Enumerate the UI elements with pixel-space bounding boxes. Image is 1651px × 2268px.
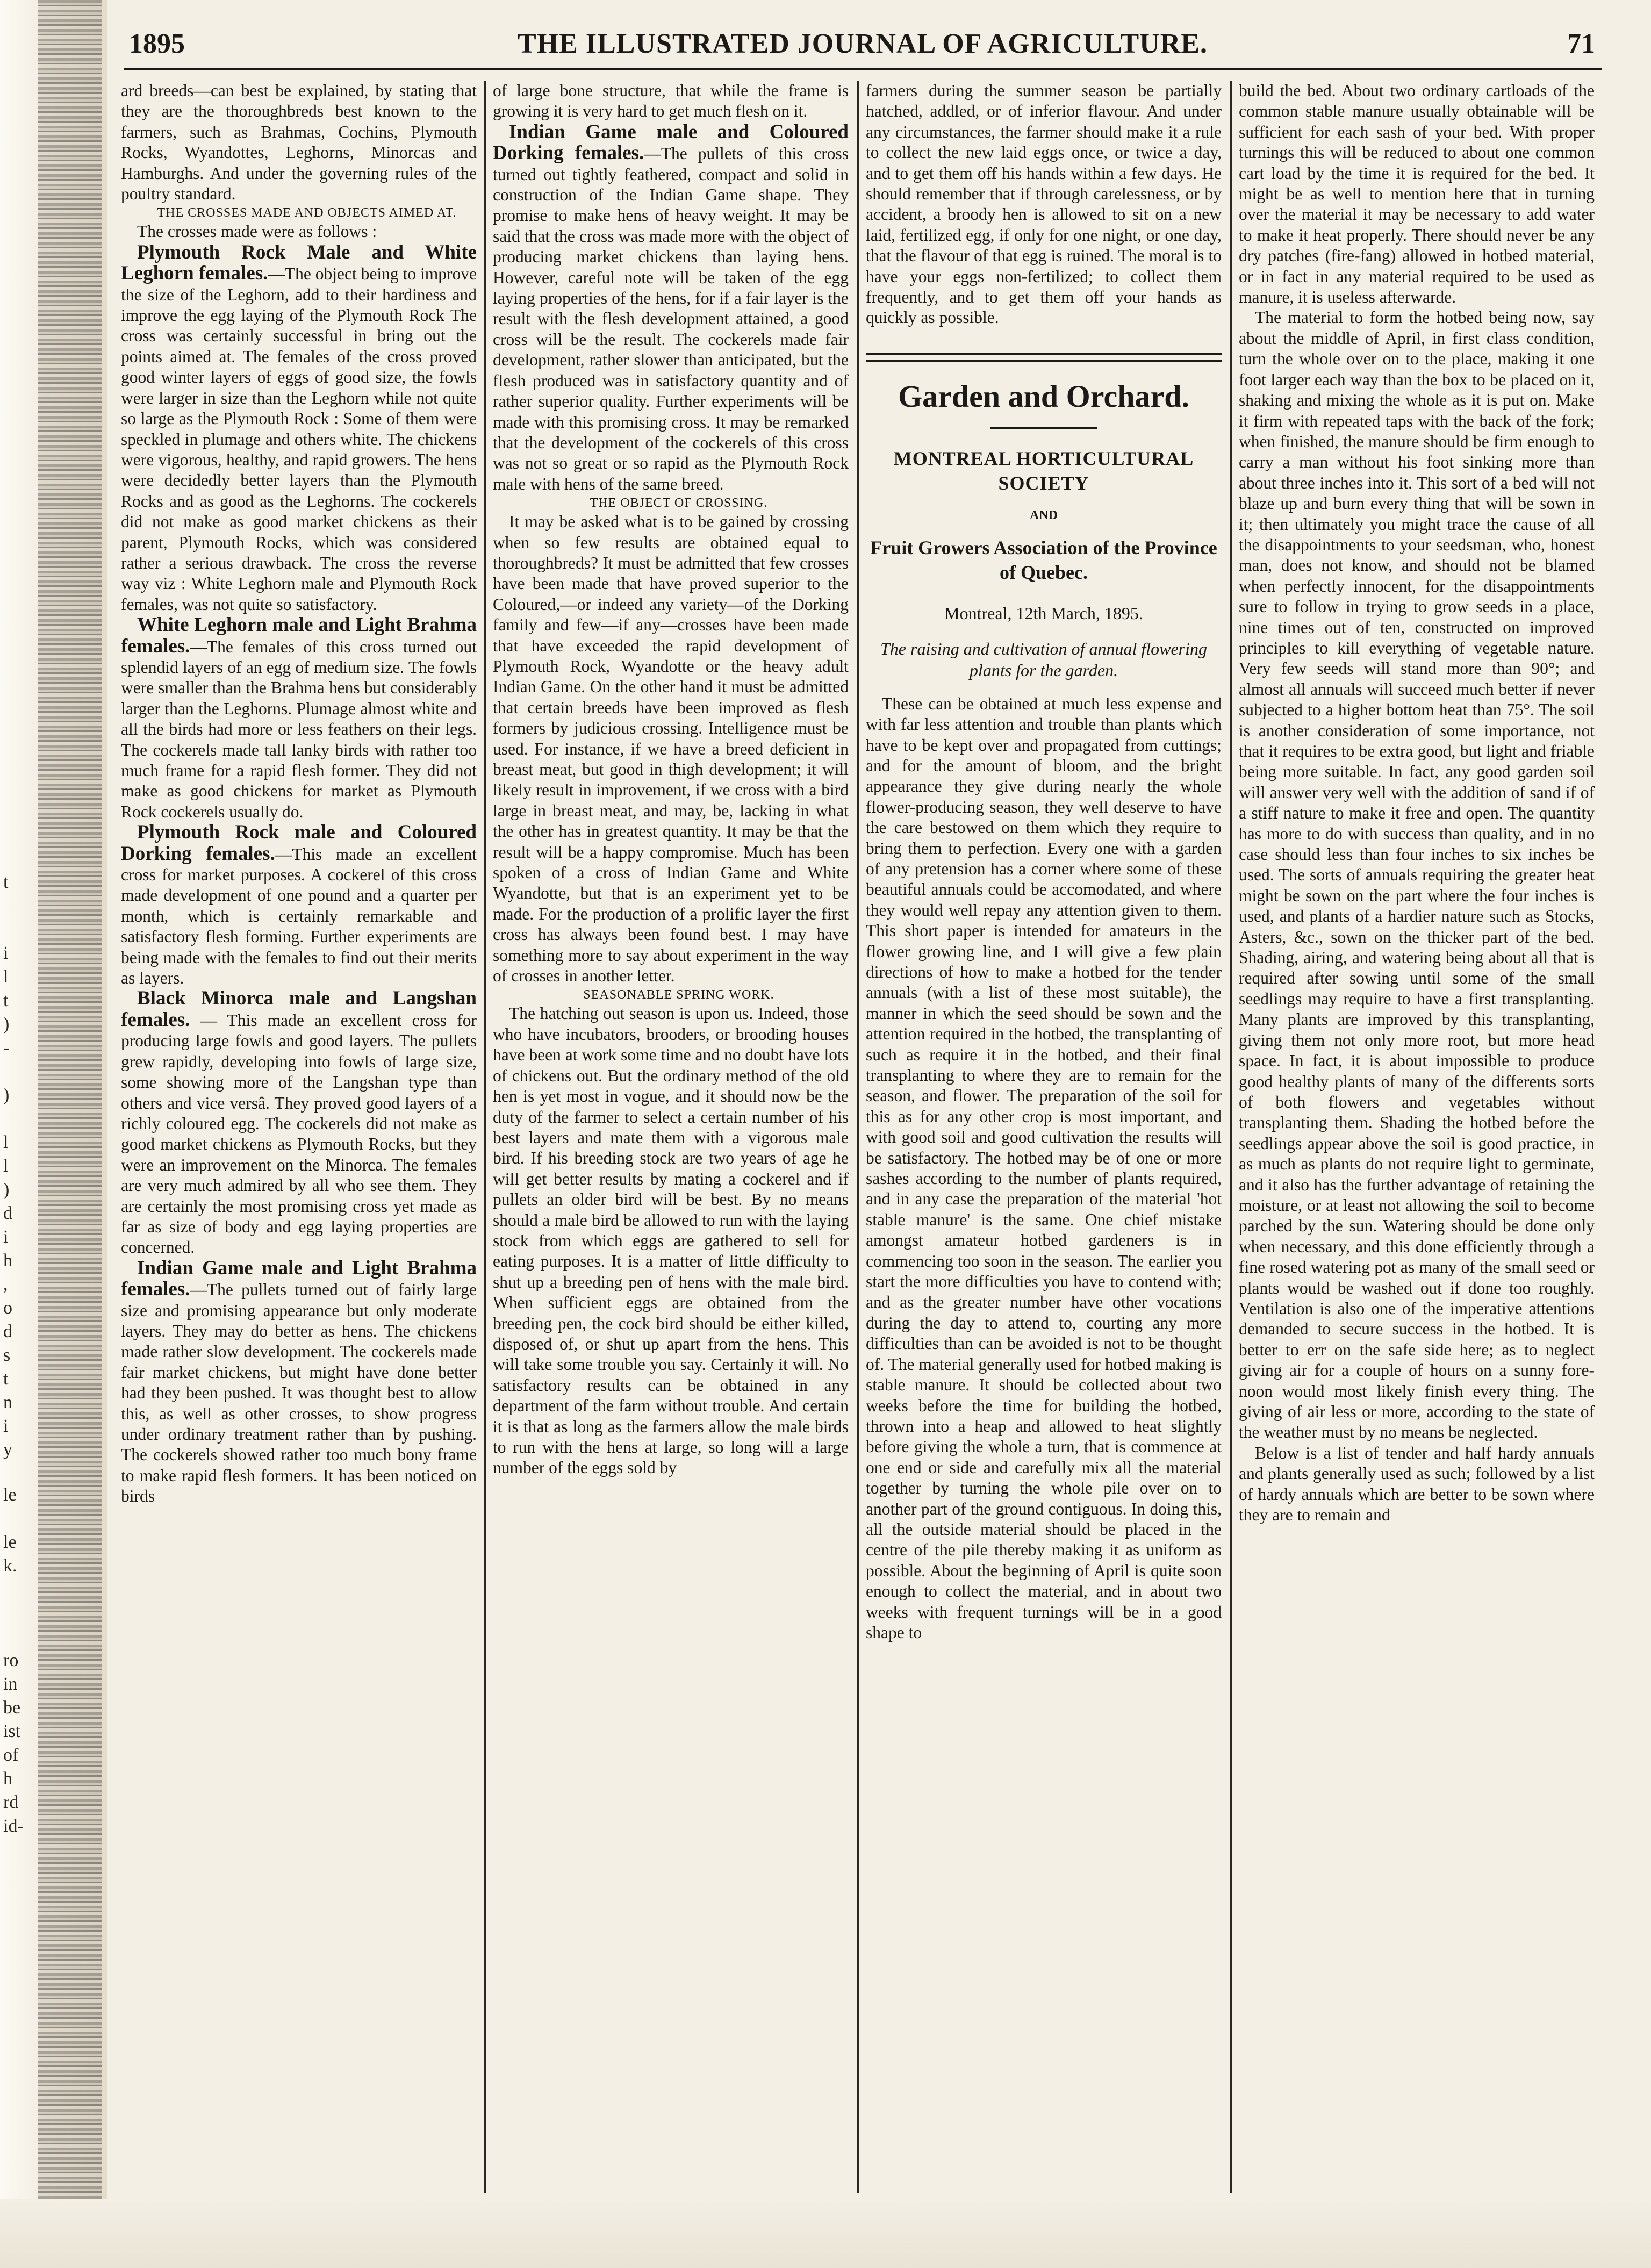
cross-heading: Black Minorca male and Langshan females. xyxy=(121,987,477,1031)
dateline: Montreal, 12th March, 1895. xyxy=(944,604,1143,623)
paragraph: of large bone structure, that while the frame is growing it is very hard to get much flesh on it. xyxy=(493,81,849,121)
paragraph: Below is a list of tender and half hardy annuals and plants generally used as such; followed by a list of hardy annuals which are better to be sown where they are to remain and xyxy=(1239,1443,1595,1525)
page-number: 71 xyxy=(1567,28,1595,59)
paragraph: These can be obtained at much less expense and with far less attention and trouble than plants which have to be kept over and propagated from cuttings; and for the amount of bloom, and the bright appearance they give during nearly the whole flower-producing season, they well deserve to have the care bestowed on them which they require to bring them to perfection. Every one with a garden of any pretension has a corner where some of these beautiful annuals could be accomodated, and where they would well repay any attention given to them. This short paper is intended for amateurs in the flower growing line, and I will give a few plain directions of how to make a hotbed for the tender annuals (with a list of these most suitable), the manner in which the seed should be sown and the attention required in the hotbed, the transplanting of such as require it in the hotbed, and their final transplanting to where they are to remain for the season, and flower. The preparation of the soil for this as for any other crop is most important, and with good soil and good cultivation the results will be satisfactory. The hotbed may be of one or more sashes according to the number of plants required, and in any case the preparation of the material 'hot stable manure' is the same. One chief mistake amongst amateur hotbed gardeners is in commencing too soon in the season. The earlier you start the more difficulties you have to contend with; and as the greater number have other vocations during the day to attend to, courting any more difficulties than can be avoided is not to be thought of. The material generally used for hotbed making is stable manure. It should be collected about two weeks before the time for building the hotbed, thrown into a heap and allowed to heat slightly before giving the whole a turn, that is commence at one end or side and carefully mix all the material together by turning the whole pile over on to another part of the ground contiguous. In doing this, all the outside material should be placed in the centre of the pile thereby making it as uniform as possible. About the beginning of April is quite soon enough to collect the material, and in about two weeks with frequent turnings will be in a good shape to xyxy=(866,694,1222,1642)
paragraph: Indian Game male and Coloured Dorking females.—The pullets of this cross turned out tightly feathered, compact and solid in construction of the Indian Game shape. They promise to make hens of heavy weight. It may be said that the cross was made more with the object of producing market chickens than laying hens. However, careful note will be taken of the egg laying properties of the hens, for if a fair layer is the result with the flesh development attained, a good cross will be the result. The cockerels made fair development, rather slower than anticipated, but the flesh produced was in satisfactory quantity and of rather superior quality. Further experiments will be made with this promising cross. It may be remarked that the development of the cockerels of this cross was not so great or so rapid as the Plymouth Rock male with hens of the same breed. xyxy=(493,120,849,493)
column-4 xyxy=(1239,81,1595,2193)
paper-topic: The raising and cultivation of annual flowering plants for the garden. xyxy=(880,638,1207,680)
column-rule xyxy=(857,81,859,2193)
section-subheading: THE OBJECT OF CROSSING. xyxy=(590,496,768,511)
margin-fragment-lower: le le k. ro in be ist of h rd id- xyxy=(3,1485,24,1836)
column-rule xyxy=(484,81,486,2193)
paragraph: Plymouth Rock Male and White Leghorn females.—The object being to improve the size of the Leghorn, add to their hardiness and improve the egg laying of the Plymouth Rock The cross was certainly successful in bring out the points aimed at. The females of the cross proved good winter layers of eggs of good size, the fowls were larger in size than the Leghorn while not quite so large as the Plymouth Rock : Some of them were speckled in plumage and others white. The chickens were vigorous, healthy, and rapid growers. The hens were decidedly better layers than the Plymouth Rocks and as good as the Leghorns. The cockerels did not make as good market chickens as their parent, Plymouth Rocks, which was considered rather a serious drawback. The cross the reverse way viz : White Leghorn male and Plymouth Rock females, was not quite so satisfactory. xyxy=(121,241,477,614)
section-divider xyxy=(866,353,1222,362)
page-bottom-margin xyxy=(0,2199,1651,2268)
margin-fragment-upper: t i l t ) - ) l l ) d i h , o d s t n i y xyxy=(3,872,12,1460)
journal-title: THE ILLUSTRATED JOURNAL OF AGRICULTURE. xyxy=(518,28,1208,59)
paragraph: The hatching out season is upon us. Indeed, those who have incubators, brooders, or brooding houses have been at work some time and no doubt have lots of chickens out. But the ordinary method of the old hen is yet most in vogue, and it should now be the duty of the farmer to select a certain number of his best layers and mate them with a vigorous male bird. If his breeding stock are two years of age he will get better results by mating a cockerel and if pullets an older bird will be best. By no means should a male bird be allowed to run with the laying stock from which eggs are gathered to sell for eating purposes. It is a matter of little difficulty to shut up a breeding pen of hens with the male bird. When sufficient eggs are obtained from the breeding pen, the cock bird should be either killed, disposed of, or shut up apart from the hens. This will take some trouble you say. Certainly it will. No satisfactory results can be obtained in any department of the farm without trouble. And certain it is that as long as the farmers allow the male birds to run with the hens at large, so long will a large number of the eggs sold by xyxy=(493,1004,849,1477)
column-2 xyxy=(493,81,849,2193)
cross-heading: White Leghorn male and Light Brahma females. xyxy=(121,614,477,657)
short-rule xyxy=(990,427,1097,429)
paragraph: Black Minorca male and Langshan females. — This made an excellent cross for producing large fowls and good layers. The pullets grew rapidly, developing into fowls of large size, some showing more of the Langshan type than others and vice versâ. They proved good layers of a richly coloured egg. The cockerels did not make as good market chickens as Plymouth Rocks, but they were an improvement on the Minorca. The females are very much admired by all who see them. They are certainly the most promising cross yet made as far as size of body and egg laying properties are concerned. xyxy=(121,987,477,1257)
section-title: Garden and Orchard. xyxy=(898,378,1189,414)
paragraph: White Leghorn male and Light Brahma females.—The females of this cross turned out splendid layers of an egg of medium size. The fowls were smaller than the Brahma hens but considerably larger than the Leghorns. Plumage almost white and all the birds had more or less feathers on their legs. The cockerels made tall lanky birds with rather too much frame for a rapid flesh former. They did not make as good chickens for market as Plymouth Rock cockerels usually do. xyxy=(121,614,477,821)
section-subheading: THE CROSSES MADE AND OBJECTS AIMED AT. xyxy=(157,206,457,220)
binding-shadow xyxy=(38,0,102,2268)
association-name: Fruit Growers Association of the Province of Quebec. xyxy=(870,537,1217,584)
paragraph: The crosses made were as follows : xyxy=(137,222,377,241)
paragraph: It may be asked what is to be gained by crossing when so few results are obtained equal to thoroughbreds? It must be admitted that few crosses have been made that have proved superior to the Coloured,—or indeed any variety—of the Dorking family and few—if any—crosses have been made that have exceeded the rapid development of Plymouth Rock, Wyandotte or the heavy adult Indian Game. On the other hand it must be admitted that certain breeds have been improved as flesh formers by judicious crossing. Intelligence must be used. For instance, if we have a breed deficient in breast meat, but good in thigh development; it will likely result in improvement, if we cross with a bird large in breast meat, and may, be, lacking in what the other has in greatest quantity. It may be that the result will be a happy compromise. Much has been spoken of a cross of Indian Game and White Wyandotte, but that is an experiment yet to be made. For the production of a prolific layer the first cross has always been found best. I may have something more to say about experiment in the way of crosses in another letter. xyxy=(493,512,849,986)
column-3 xyxy=(866,81,1222,2193)
section-subheading: SEASONABLE SPRING WORK. xyxy=(583,988,774,1002)
cross-heading: Plymouth Rock male and Coloured Dorking females. xyxy=(121,821,477,865)
paragraph: The material to form the hotbed being now, say about the middle of April, in first class condition, turn the whole over on to the place, making it one foot larger each way than the box to be placed on it, shaking and mixing the whole as it is put on. Make it firm with repeated taps with the back of the fork; when finished, the manure should be firm enough to carry a man without his foot sinking more than about three inches into it. This sort of a bed will not blaze up and burn every thing that will be sown in it; then ultimately you might trace the cause of all the disappointments to your seedsman, who, honest man, does not know, and should not be blamed when perfectly innocent, for the disappointments sure to follow in trying to grow seeds in a place, nine times out of ten, constructed on improved principles to kill everything of vegetable nature. Very few seeds will stand more than 90°; and almost all annuals will succeed much better if never subjected to a higher bottom heat than 75°. The soil is another consideration of some importance, not that it requires to be extra good, but light and friable being more suitable. In fact, any good garden soil will answer very well with the addition of sand if of a stiff nature to make it free and open. The quantity has more to do with success than quality, and in no case should less than four inches to six inches be used. The sorts of annuals requiring the greater heat might be sown on the part where the four inches is used, and plants of a hardier nature such as Stocks, Asters, &c., sown on the thicker part of the bed. Shading, airing, and watering being about all that is required after sowing until some of the small seedlings may require to have a first transplanting. Many plants are improved by this transplanting, giving them not only more root, but more head space. In fact, it is about impossible to produce good healthy plants of many of the differents sorts of both flowers and vegetables without transplanting them. Shading the hotbed before the seedlings appear above the soil is good practice, in as much as plants do not require light to germinate, and it also has the further advantage of retaining the moisture, or at least not allowing the soil to become parched by the sun. Watering should be done only when necessary, and this done efficiently through a fine rosed watering pot as many of the small seed or plants would be washed out if done too roughly. Ventilation is also one of the imperative attentions demanded to secure success in the hotbed. It is better to err on the safe side here; as to neglect giving air for a couple of hours on a sunny fore-noon would most likely finish every thing. The giving of air less or more, according to the state of the weather must by no means be neglected. xyxy=(1239,308,1595,1442)
paragraph: farmers during the summer season be partially hatched, addled, or of inferior flavour. And under any circumstances, the farmer should make it a rule to collect the new laid eggs once, or twice a day, and to get them off his hands within a few days. He should remember that if through carelessness, or by accident, a broody hen is allowed to sit on a new laid, fertilized egg, if only for one night, or one day, that the flavour of that egg is ruined. The moral is to have your eggs non-fertilized; to collect them frequently, and to get them off your hands as quickly as possible. xyxy=(866,81,1222,327)
cross-heading: Indian Game male and Coloured Dorking females. xyxy=(493,120,849,164)
paragraph: Indian Game male and Light Brahma females.—The pullets turned out of fairly large size and promising appearance but only moderate layers. They may do better as hens. The chickens made rather slow development. The cockerels made fair market chickens, but might have done better had they been pushed. It was thought best to allow this, as well as other crosses, to show progress under ordinary treatment rather than by pushing. The cockerels showed rather too much bony frame to make rapid flesh formers. It has been noticed on birds xyxy=(121,1257,477,1506)
column-1 xyxy=(121,81,477,2193)
cross-heading: Plymouth Rock Male and White Leghorn females. xyxy=(121,241,477,285)
paragraph: build the bed. About two ordinary cartloads of the common stable manure usually obtainable will be sufficient for each sash of your bed. With proper turnings this will be reduced to about one common cart load by the time it is required for the bed. It might be as well to mention here that in turning over the material it may be necessary to add water to make it heat properly. There should never be any dry patches (fire-fang) allowed in hotbed material, or in fact in any material required to be used as manure, it is useless afterwarde. xyxy=(1239,81,1595,307)
text-columns xyxy=(116,81,1620,2193)
society-conjunction: AND xyxy=(1030,508,1058,522)
paragraph: ard breeds—can best be explained, by stating that they are the thoroughbreds best known to the farmers, such as Brahmas, Cochins, Plymouth Rocks, Wyandottes, Leghorns, Minorcas and Hamburghs. And under the governing rules of the poultry standard. xyxy=(121,81,477,204)
header-year: 1895 xyxy=(129,28,185,59)
column-rule xyxy=(1230,81,1232,2193)
cross-heading: Indian Game male and Light Brahma females. xyxy=(121,1257,477,1301)
running-header xyxy=(124,16,1602,70)
society-name: MONTREAL HORTICULTURAL SOCIETY xyxy=(893,447,1194,494)
paragraph: Plymouth Rock male and Coloured Dorking females.—This made an excellent cross for market purposes. A cockerel of this cross made development of one pound and a quarter per month, which is certainly remarkable and satisfactory flesh forming. Further experiments are being made with the females to find out their merits as layers. xyxy=(121,821,477,988)
